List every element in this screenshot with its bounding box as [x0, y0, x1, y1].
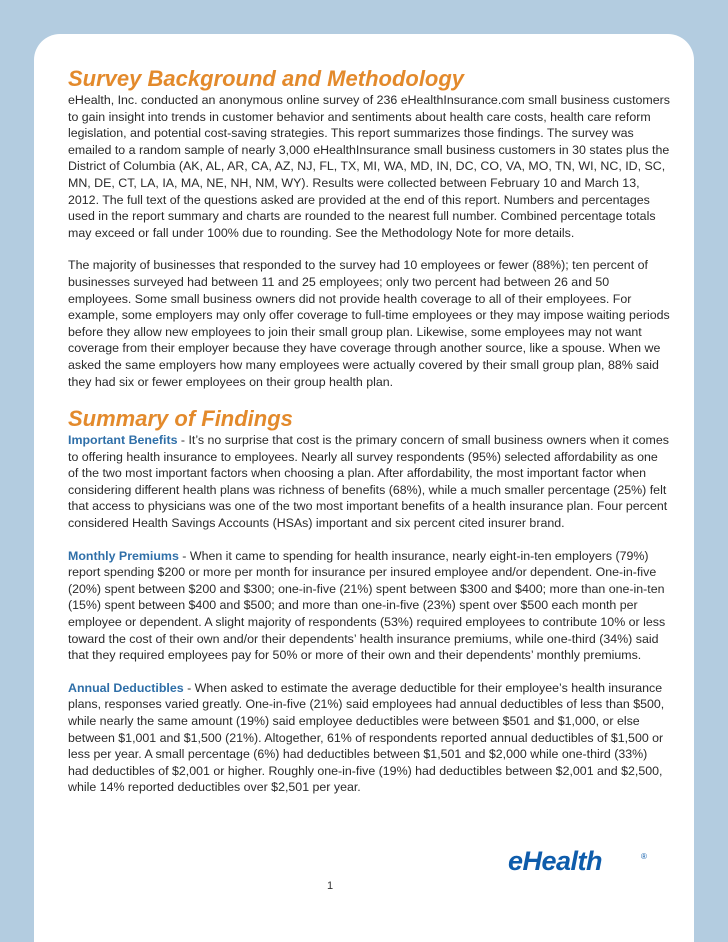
page-number: 1	[326, 880, 334, 892]
section-title-methodology: Survey Background and Methodology	[68, 66, 465, 91]
report-page	[34, 34, 694, 942]
finding-lead: Important Benefits	[68, 433, 178, 448]
section-title-findings: Summary of Findings	[68, 406, 293, 432]
finding-annual-deductibles	[68, 680, 670, 796]
methodology-paragraph-2: The majority of businesses that responded to the survey had 10 employees or fewer (88%); ten percent of businesses surveyed had between 11 and 25 employees; only two percent had between 26 and 50 employees. Some small business owners did not provide health coverage to all of their employees. For example, some employers may only offer coverage to full-time employees or they may impose waiting periods before they allow new employees to join their small group plan. Likewise, some employees may not want coverage from their employer because they have coverage through another source, like a spouse. When we asked the same employers how many employees were actually covered by their small group plan, 88% said they had six or fewer employees on their group health plan.	[68, 258, 670, 389]
finding-lead: Monthly Premiums	[68, 548, 179, 563]
finding-text: - When it came to spending for health insurance, nearly eight-in-ten employers (79%) report spending $200 or more per month for insurance per insured employee and/or dependent. One-in-five (20%) spent between $200 and $300; one-in-five (21%) spent between $300 and $400; more than one-in-ten (15%) spent between $400 and $500; and more than one-in-five (23%) spent over $500 each month per employee or dependent. A slight majority of respondents (53%) required employees to contribute 10% or less toward the cost of their own and/or their dependents’ health insurance premiums, while one-third (34%) said that they required employees pay for 50% or more of their own and their dependents’ monthly premiums.	[68, 548, 666, 663]
methodology-paragraph-1: eHealth, Inc. conducted an anonymous online survey of 236 eHealthInsurance.com small business customers to gain insight into trends in customer behavior and sentiments about health care costs, health care reform legislation, and potential cost-saving strategies. This report summarizes those findings. The survey was emailed to a random sample of nearly 3,000 eHealthInsurance small business customers in 30 states plus the District of Columbia (AK, AL, AR, CA, AZ, NJ, FL, TX, MI, WA, MD, IN, DC, CO, VA, MO, TN, WI, NC, ID, SC, MN, DE, CT, LA, IA, MA, NE, NH, NM, WY). Results were collected between February 10 and March 13, 2012. The full text of the questions asked are provided at the end of this report. Numbers and percentages used in the report summary and charts are rounded to the nearest full number. Combined percentage totals may exceed or fall under 100% due to rounding. See the Methodology Note for more details.	[68, 93, 670, 240]
finding-text: - It’s no surprise that cost is the primary concern of small business owners when it comes to offering health insurance to employees. Nearly all survey respondents (95%) selected affordability as one of the two most important factors when choosing a plan. After affordability, the most important factor when considering different health plans was richness of benefits (68%), while a much smaller percentage (25%) felt that access to physicians was one of the two most important benefits of a health insurance plan. Four percent considered Health Savings Accounts (HSAs) important and six percent cited insurer brand.	[68, 433, 669, 531]
ehealth-logo: eHealth	[508, 846, 603, 876]
finding-text: - When asked to estimate the average deductible for their employee’s health insurance plans, responses varied greatly. One-in-five (21%) said employees had annual deductibles of less than $500, while nearly the same amount (19%) said employee deductibles were between $501 and $1,000, or else between $1,001 and $1,500 (21%). Altogether, 61% of respondents reported annual deductibles of $1,500 or less per year. A small percentage (6%) had deductibles between $1,501 and $2,000 while one-third (33%) had deductibles of $2,001 or higher. Roughly one-in-five (19%) had deductibles between $2,001 and $2,500, while 14% reported deductibles over $2,501 per year.	[68, 680, 665, 795]
page-content	[68, 64, 670, 812]
finding-monthly-premiums	[68, 548, 670, 664]
finding-important-benefits	[68, 432, 670, 532]
registered-mark: ®	[641, 852, 647, 861]
finding-lead: Annual Deductibles	[68, 680, 184, 695]
